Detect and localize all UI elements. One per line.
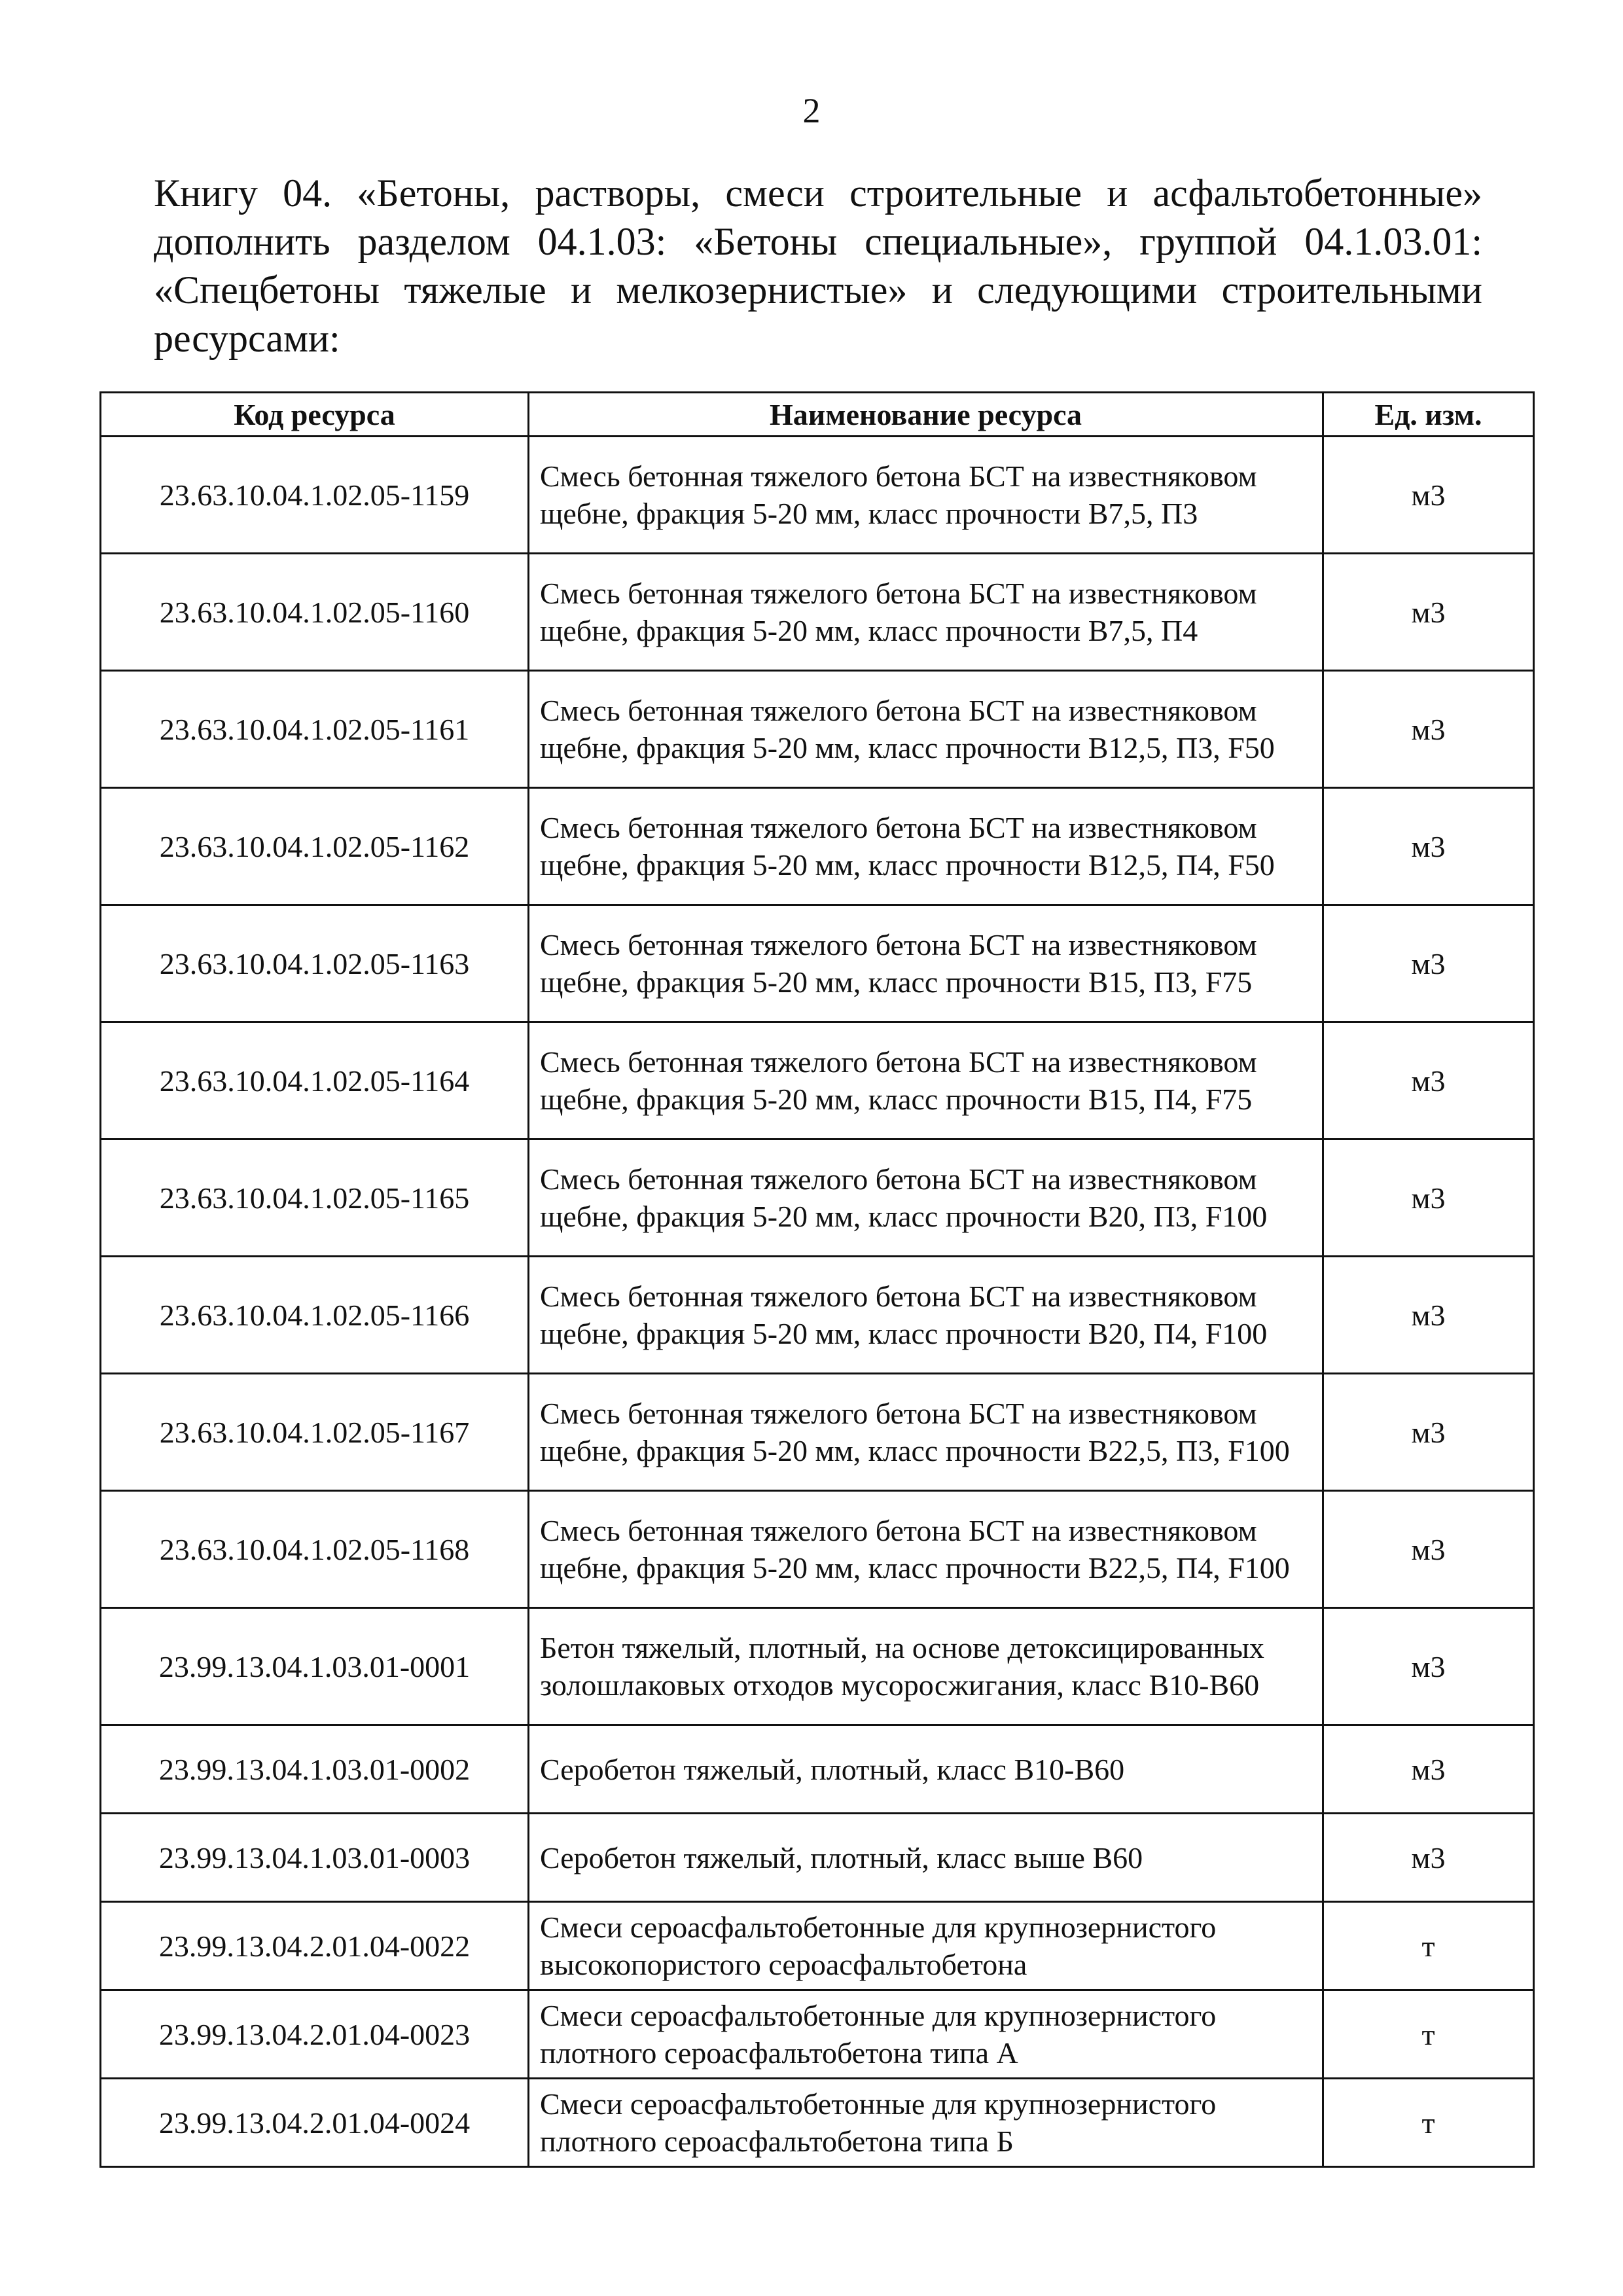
- table-row: [101, 554, 1534, 671]
- header-name: Наименование ресурса: [529, 393, 1323, 437]
- resource-name: Смесь бетонная тяжелого бетона БСТ на известняковом щебне, фракция 5-20 мм, класс прочности B22,5, П3, F100: [529, 1374, 1323, 1491]
- table-row: [101, 1374, 1534, 1491]
- resource-unit: м3: [1323, 1814, 1534, 1902]
- resource-name: Серобетон тяжелый, плотный, класс B10-B60: [529, 1725, 1323, 1814]
- table-row: [101, 1990, 1534, 2079]
- resource-name: Смеси сероасфальтобетонные для крупнозернистого плотного сероасфальтобетона типа Б: [529, 2079, 1323, 2167]
- header-unit: Ед. изм.: [1323, 393, 1534, 437]
- resource-code: 23.99.13.04.2.01.04-0023: [101, 1990, 529, 2079]
- resource-name: Серобетон тяжелый, плотный, класс выше B60: [529, 1814, 1323, 1902]
- resource-name: Смеси сероасфальтобетонные для крупнозернистого высокопористого сероасфальтобетона: [529, 1902, 1323, 1990]
- resource-code: 23.99.13.04.1.03.01-0001: [101, 1608, 529, 1725]
- resource-code: 23.63.10.04.1.02.05-1161: [101, 671, 529, 788]
- resource-name: Смесь бетонная тяжелого бетона БСТ на известняковом щебне, фракция 5-20 мм, класс прочности B7,5, П3: [529, 437, 1323, 554]
- resource-name: Смесь бетонная тяжелого бетона БСТ на известняковом щебне, фракция 5-20 мм, класс прочности B15, П4, F75: [529, 1022, 1323, 1139]
- resource-code: 23.63.10.04.1.02.05-1164: [101, 1022, 529, 1139]
- table-row: [101, 1139, 1534, 1257]
- resource-unit: м3: [1323, 671, 1534, 788]
- resource-code: 23.99.13.04.1.03.01-0002: [101, 1725, 529, 1814]
- resource-unit: м3: [1323, 554, 1534, 671]
- table-row: [101, 671, 1534, 788]
- resource-name: Смесь бетонная тяжелого бетона БСТ на известняковом щебне, фракция 5-20 мм, класс прочности B20, П3, F100: [529, 1139, 1323, 1257]
- resource-unit: м3: [1323, 1491, 1534, 1608]
- table-row: [101, 1814, 1534, 1902]
- resource-unit: м3: [1323, 1608, 1534, 1725]
- table-row: [101, 1257, 1534, 1374]
- resource-name: Смесь бетонная тяжелого бетона БСТ на известняковом щебне, фракция 5-20 мм, класс прочности B22,5, П4, F100: [529, 1491, 1323, 1608]
- resource-unit: т: [1323, 1990, 1534, 2079]
- resource-name: Смеси сероасфальтобетонные для крупнозернистого плотного сероасфальтобетона типа А: [529, 1990, 1323, 2079]
- resource-name: Смесь бетонная тяжелого бетона БСТ на известняковом щебне, фракция 5-20 мм, класс прочности B15, П3, F75: [529, 905, 1323, 1022]
- intro-paragraph: [154, 169, 1482, 363]
- table-row: [101, 1902, 1534, 1990]
- resource-unit: м3: [1323, 1022, 1534, 1139]
- table-row: [101, 437, 1534, 554]
- resource-code: 23.63.10.04.1.02.05-1162: [101, 788, 529, 905]
- table-row: [101, 1022, 1534, 1139]
- resource-unit: м3: [1323, 1257, 1534, 1374]
- table-row: [101, 2079, 1534, 2167]
- resource-unit: м3: [1323, 1374, 1534, 1491]
- resource-unit: т: [1323, 1902, 1534, 1990]
- resource-name: Смесь бетонная тяжелого бетона БСТ на известняковом щебне, фракция 5-20 мм, класс прочности B7,5, П4: [529, 554, 1323, 671]
- resource-code: 23.63.10.04.1.02.05-1165: [101, 1139, 529, 1257]
- resource-name: Смесь бетонная тяжелого бетона БСТ на известняковом щебне, фракция 5-20 мм, класс прочности B12,5, П3, F50: [529, 671, 1323, 788]
- resources-table: [99, 391, 1535, 2168]
- resource-code: 23.99.13.04.2.01.04-0022: [101, 1902, 529, 1990]
- resource-unit: м3: [1323, 788, 1534, 905]
- resource-unit: м3: [1323, 1725, 1534, 1814]
- resource-unit: м3: [1323, 905, 1534, 1022]
- table-row: [101, 1608, 1534, 1725]
- resource-name: Бетон тяжелый, плотный, на основе детоксицированных золошлаковых отходов мусоросжигания, класс B10-B60: [529, 1608, 1323, 1725]
- resource-unit: т: [1323, 2079, 1534, 2167]
- table-row: [101, 1491, 1534, 1608]
- resource-code: 23.99.13.04.1.03.01-0003: [101, 1814, 529, 1902]
- page-number: 2: [802, 91, 821, 130]
- resource-code: 23.63.10.04.1.02.05-1167: [101, 1374, 529, 1491]
- header-code: Код ресурса: [101, 393, 529, 437]
- resource-name: Смесь бетонная тяжелого бетона БСТ на известняковом щебне, фракция 5-20 мм, класс прочности B12,5, П4, F50: [529, 788, 1323, 905]
- resource-unit: м3: [1323, 437, 1534, 554]
- table-row: [101, 788, 1534, 905]
- table-header-row: [101, 393, 1534, 437]
- resource-code: 23.63.10.04.1.02.05-1168: [101, 1491, 529, 1608]
- resource-code: 23.99.13.04.2.01.04-0024: [101, 2079, 529, 2167]
- intro-text: Книгу 04. «Бетоны, растворы, смеси строительные и асфальтобетонные» дополнить разделом 04.1.03: «Бетоны специальные», группой 04.1.03.01: «Спецбетоны тяжелые и мелкозернистые» и следующими строительными ресурсами:: [154, 171, 1482, 360]
- resource-code: 23.63.10.04.1.02.05-1160: [101, 554, 529, 671]
- resource-code: 23.63.10.04.1.02.05-1166: [101, 1257, 529, 1374]
- resource-code: 23.63.10.04.1.02.05-1159: [101, 437, 529, 554]
- table-row: [101, 905, 1534, 1022]
- resource-code: 23.63.10.04.1.02.05-1163: [101, 905, 529, 1022]
- resource-name: Смесь бетонная тяжелого бетона БСТ на известняковом щебне, фракция 5-20 мм, класс прочности B20, П4, F100: [529, 1257, 1323, 1374]
- table-row: [101, 1725, 1534, 1814]
- resource-unit: м3: [1323, 1139, 1534, 1257]
